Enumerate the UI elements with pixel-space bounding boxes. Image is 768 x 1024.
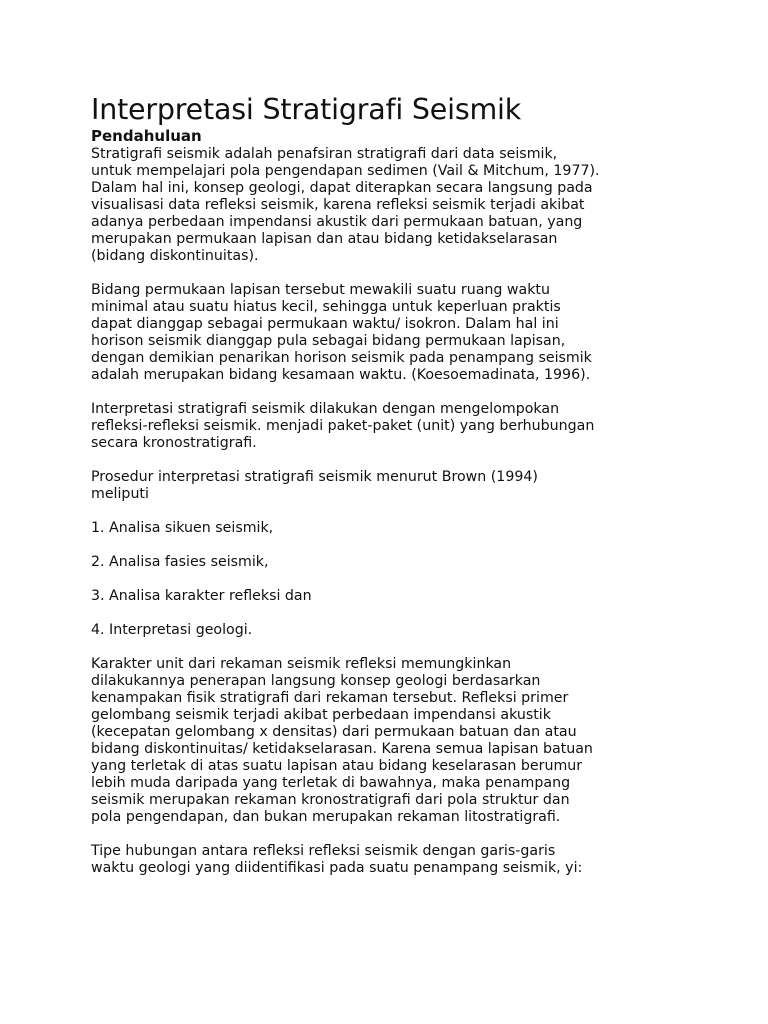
paragraph (91, 622, 691, 639)
text-line: dilakukannya penerapan langsung konsep geologi berdasarkan (91, 673, 541, 689)
paragraph (91, 520, 691, 537)
paragraph (91, 588, 691, 605)
text-line: Karakter unit dari rekaman seismik refleksi memungkinkan (91, 656, 512, 672)
text-line: (bidang diskontinuitas). (91, 248, 259, 264)
text-line: lebih muda daripada yang terletak di bawahnya, maka penampang (91, 775, 571, 791)
text-line: refleksi-refleksi seismik. menjadi paket-paket (unit) yang berhubungan (91, 418, 595, 434)
section-heading: Pendahuluan (91, 127, 202, 145)
text-line: dengan demikian penarikan horison seismik pada penampang seismik (91, 350, 592, 366)
paragraph (91, 554, 691, 571)
paragraph (91, 843, 691, 877)
text-line: waktu geologi yang diidentifikasi pada suatu penampang seismik, yi: (91, 860, 583, 876)
paragraph (91, 469, 691, 503)
document-body (91, 146, 691, 894)
text-line: seismik merupakan rekaman kronostratigrafi dari pola struktur dan (91, 792, 570, 808)
text-line: 1. Analisa sikuen seismik, (91, 520, 274, 536)
text-line: secara kronostratigrafi. (91, 435, 257, 451)
text-line: untuk mempelajari pola pengendapan sedimen (Vail & Mitchum, 1977). (91, 163, 600, 179)
document-title: Interpretasi Stratigrafi Seismik (91, 93, 522, 126)
text-line: yang terletak di atas suatu lapisan atau bidang keselarasan berumur (91, 758, 583, 774)
text-line: Dalam hal ini, konsep geologi, dapat diterapkan secara langsung pada (91, 180, 593, 196)
paragraph (91, 282, 691, 384)
text-line: merupakan permukaan lapisan dan atau bidang ketidakselarasan (91, 231, 558, 247)
text-line: Tipe hubungan antara refleksi refleksi seismik dengan garis-garis (91, 843, 556, 859)
text-line: Bidang permukaan lapisan tersebut mewakili suatu ruang waktu (91, 282, 550, 298)
text-line: visualisasi data refleksi seismik, karena refleksi seismik terjadi akibat (91, 197, 585, 213)
text-line: dapat dianggap sebagai permukaan waktu/ isokron. Dalam hal ini (91, 316, 559, 332)
text-line: 2. Analisa fasies seismik, (91, 554, 269, 570)
text-line: 4. Interpretasi geologi. (91, 622, 253, 638)
text-line: kenampakan fisik stratigrafi dari rekaman tersebut. Refleksi primer (91, 690, 569, 706)
text-line: pola pengendapan, dan bukan merupakan rekaman litostratigrafi. (91, 809, 561, 825)
text-line: minimal atau suatu hiatus kecil, sehingga untuk keperluan praktis (91, 299, 561, 315)
text-line: Stratigrafi seismik adalah penafsiran stratigrafi dari data seismik, (91, 146, 558, 162)
paragraph (91, 656, 691, 826)
text-line: adanya perbedaan impendansi akustik dari permukaan batuan, yang (91, 214, 583, 230)
text-line: gelombang seismik terjadi akibat perbedaan impendansi akustik (91, 707, 551, 723)
paragraph (91, 146, 691, 265)
text-line: bidang diskontinuitas/ ketidakselarasan. Karena semua lapisan batuan (91, 741, 593, 757)
text-line: Prosedur interpretasi stratigrafi seismik menurut Brown (1994) (91, 469, 538, 485)
text-line: horison seismik dianggap pula sebagai bidang permukaan lapisan, (91, 333, 566, 349)
text-line: 3. Analisa karakter refleksi dan (91, 588, 312, 604)
text-line: Interpretasi stratigrafi seismik dilakukan dengan mengelompokan (91, 401, 560, 417)
text-line: (kecepatan gelombang x densitas) dari permukaan batuan dan atau (91, 724, 577, 740)
text-line: meliputi (91, 486, 149, 502)
paragraph (91, 401, 691, 452)
text-line: adalah merupakan bidang kesamaan waktu. (Koesoemadinata, 1996). (91, 367, 591, 383)
